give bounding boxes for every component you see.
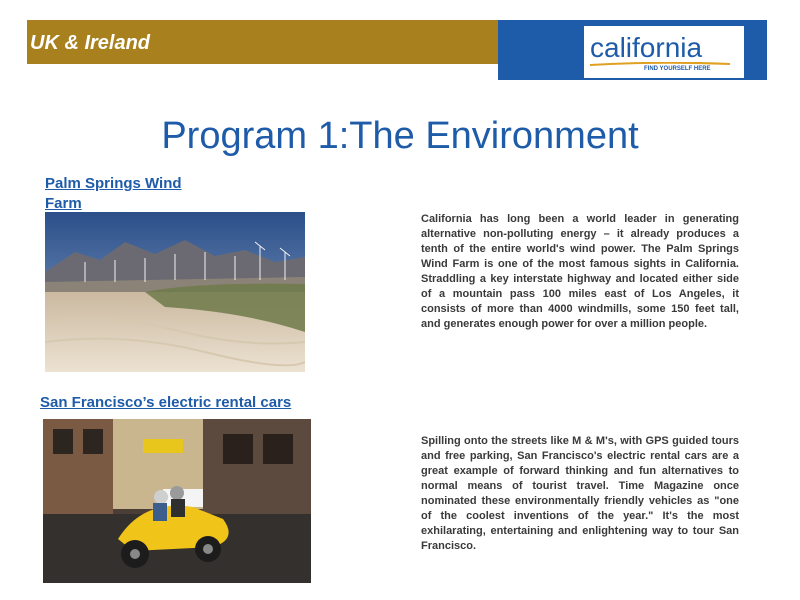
wind-farm-photo	[45, 212, 305, 372]
logo-tagline: FIND YOURSELF HERE	[644, 66, 711, 72]
electric-cars-description: Spilling onto the streets like M & M's, with GPS guided tours and free parking, San Francisco's electric rental cars are a great example of forward thinking and fun alternatives to normal means of tourist travel. Time Magazine once nominated these environmentally friendly vehicles as "one of the coolest inventions of the year." It's the most exhilarating, entertaining and enlightening way to tour San Francisco.	[421, 435, 739, 552]
header-banner-right	[498, 20, 767, 80]
electric-car-photo	[43, 419, 311, 583]
section-title-electric-cars: San Francisco’s electric rental cars	[40, 394, 292, 411]
region-label: UK & Ireland	[30, 32, 151, 54]
wind-farm-description: California has long been a world leader in generating alternative non-polluting energy – it already produces a tenth of the entire world's wind power. The Palm Springs Wind Farm is one of the most famous sights in California. Straddling a key interstate highway and located either side of a mountain pass 100 miles east of Los Angeles, it consists of more than 4000 windmills, some 150 feet tall, and generates enough power for over a million people.	[421, 213, 739, 330]
section-title-wind-farm: Palm Springs Wind Farm	[45, 175, 182, 212]
page-title: Program 1:The Environment	[161, 115, 639, 157]
logo-wordmark: california	[590, 32, 703, 63]
header-banner-left	[27, 20, 498, 64]
california-logo	[584, 26, 744, 78]
